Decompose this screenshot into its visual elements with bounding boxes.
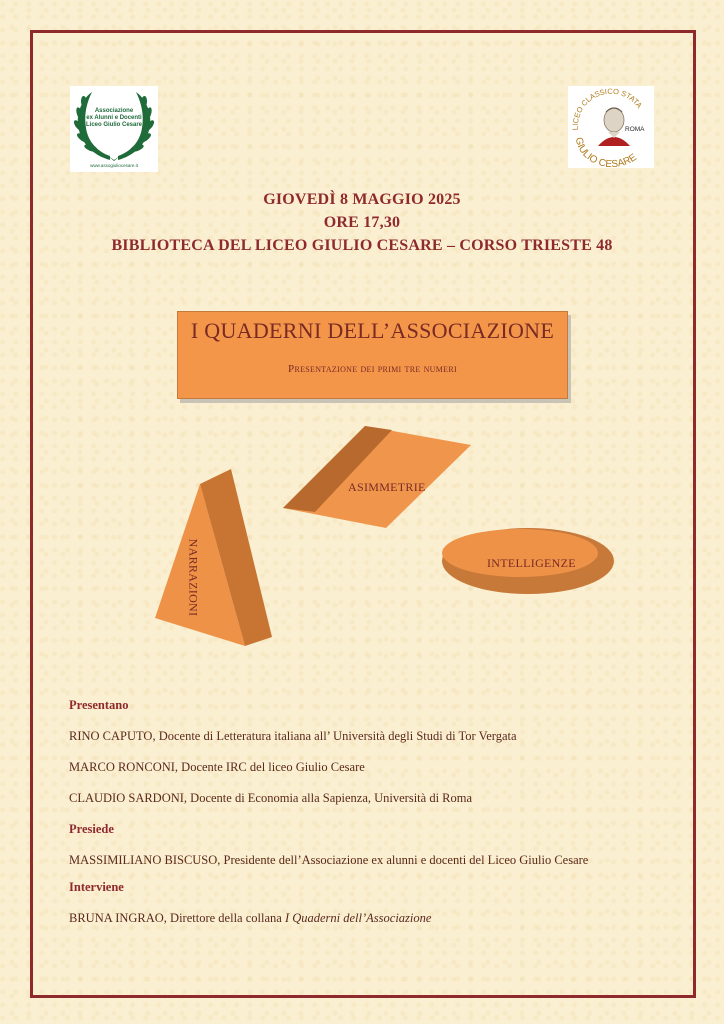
logo-text-line: Associazione <box>94 108 134 114</box>
logo-text-line: ex Alunni e Docenti <box>86 115 142 121</box>
liceo-arc-top: LICEO CLASSICO STATA <box>570 86 645 131</box>
section-interviene: Interviene <box>69 880 124 894</box>
series-subtitle: Presentazione dei primi tre numeri <box>288 363 457 375</box>
speaker-line: MARCO RONCONI, Docente IRC del liceo Giulio Cesare <box>69 760 365 774</box>
logo-text-line: Liceo Giulio Cesare <box>85 122 143 128</box>
speaker-line: CLAUDIO SARDONI, Docente di Economia alla Sapienza, Università di Roma <box>69 791 473 805</box>
event-date: GIOVEDÌ 8 MAGGIO 2025 <box>263 191 461 208</box>
liceo-city: ROMA <box>625 126 645 133</box>
chair-line: MASSIMILIANO BISCUSO, Presidente dell’Associazione ex alunni e docenti del Liceo Giulio Cesare <box>69 853 589 867</box>
series-name: I Quaderni dell’Associazione <box>284 911 432 925</box>
section-presentano: Presentano <box>69 698 129 712</box>
liceo-arc-bottom: GIULIO CESARE <box>572 136 639 168</box>
event-time: ORE 17,30 <box>323 214 401 231</box>
section-presiede: Presiede <box>69 822 114 836</box>
shape-label-asimmetrie: ASIMMETRIE <box>348 480 426 494</box>
speaker-line: RINO CAPUTO, Docente di Letteratura italiana all’ Università degli Studi di Tor Vergata <box>69 729 517 743</box>
shape-label-narrazioni: NARRAZIONI <box>186 538 201 617</box>
guest-name: BRUNA INGRAO, Direttore della collana <box>69 911 285 925</box>
series-title: I QUADERNI DELL’ASSOCIAZIONE <box>190 318 555 343</box>
association-url: www.assogiuliocesare.it <box>90 163 138 168</box>
guest-line <box>69 911 431 926</box>
event-venue: BIBLIOTECA DEL LICEO GIULIO CESARE – CORSO TRIESTE 48 <box>111 237 613 254</box>
shape-label-intelligenze: INTELLIGENZE <box>487 556 576 570</box>
